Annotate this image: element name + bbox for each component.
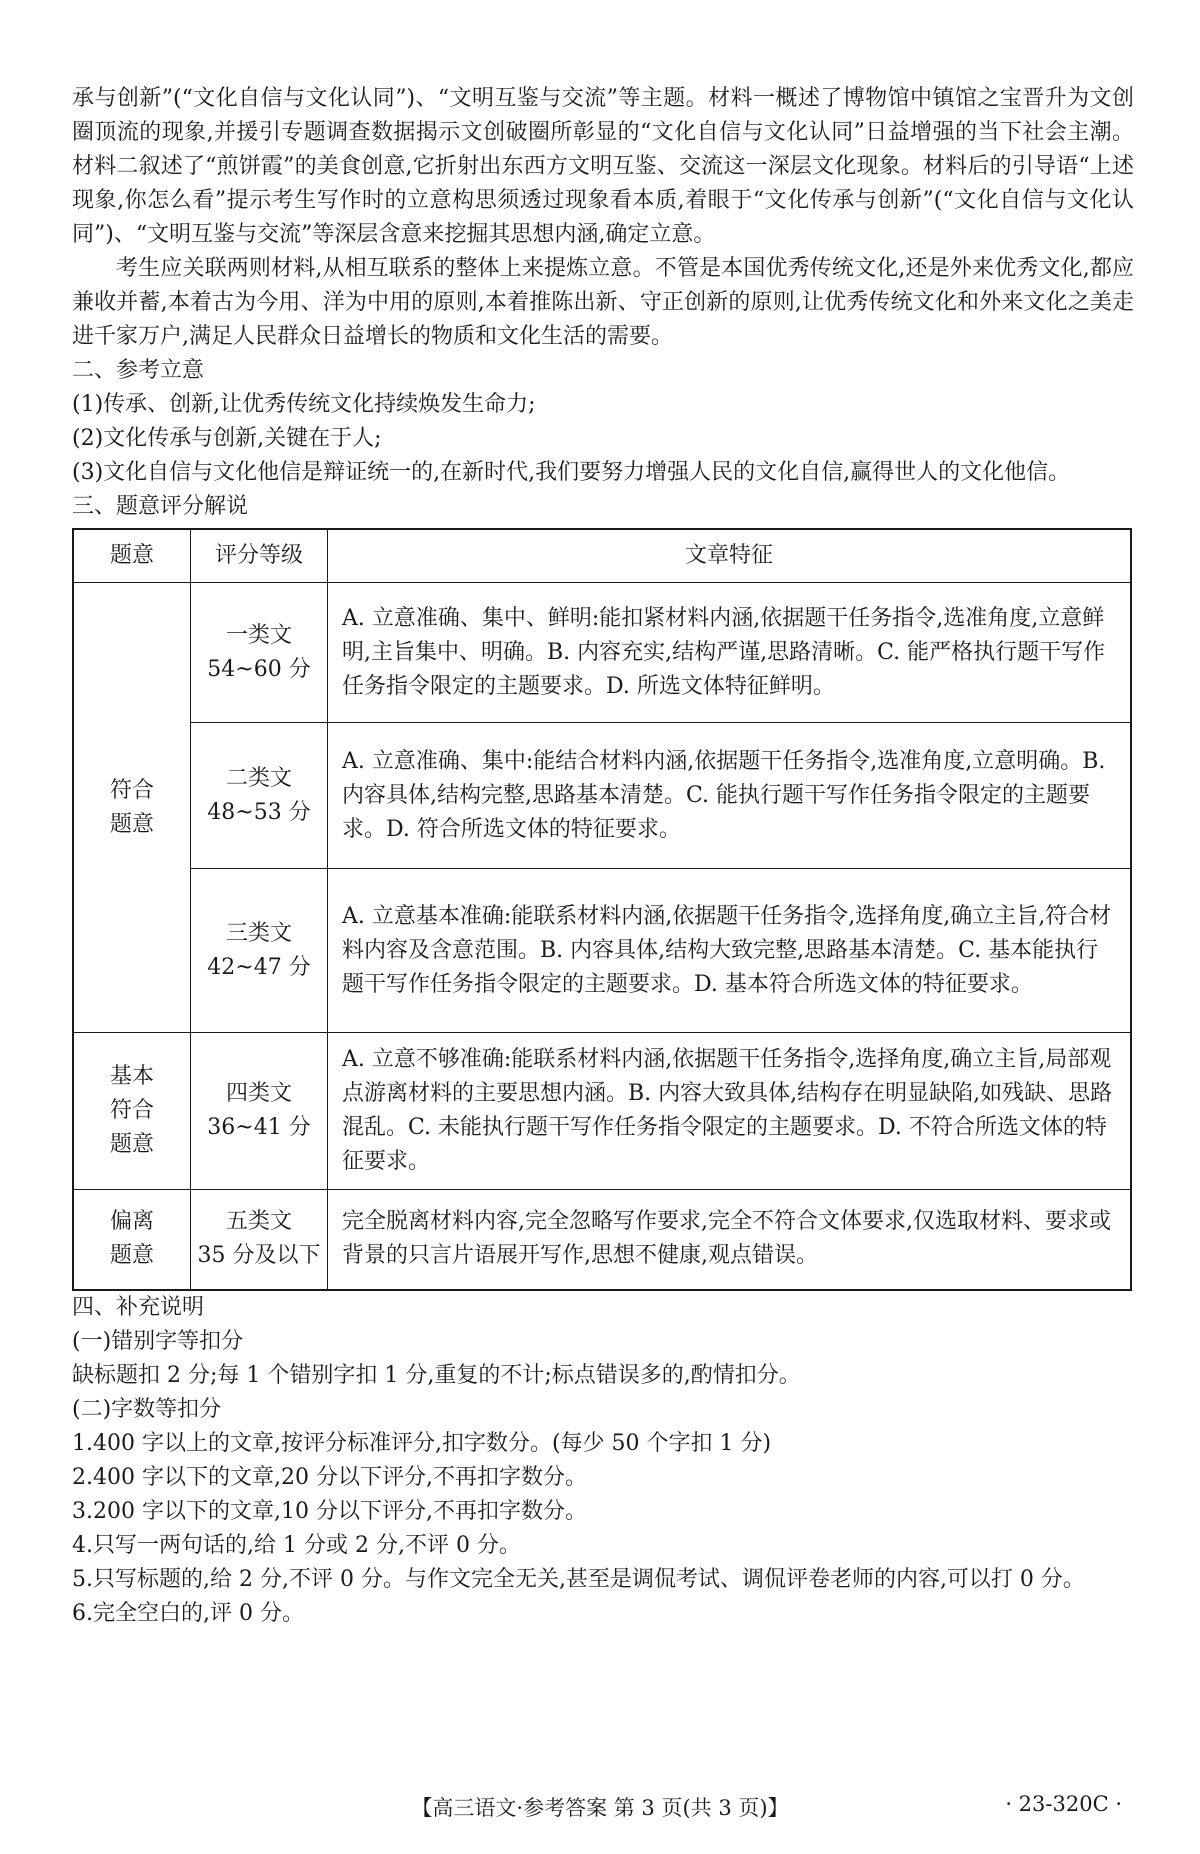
list-item: 4.只写一两句话的,给 1 分或 2 分,不评 0 分。 — [72, 1532, 521, 1558]
features-cell: 完全脱离材料内容,完全忽略写作要求,完全不符合文体要求,仅选取材料、要求或背景的只言片语展开写作,思想不健康,观点错误。 — [328, 1190, 1132, 1290]
level-name: 一类文 — [225, 622, 292, 648]
list-item: 1.400 字以上的文章,按评分标准评分,扣字数分。(每少 50 个字扣 1 分) — [72, 1430, 772, 1456]
section4-heading: 四、补充说明 — [72, 1294, 205, 1320]
level-cell — [191, 723, 328, 869]
category-line: 符合 — [109, 1098, 154, 1123]
level-score: 48~53 分 — [207, 799, 311, 825]
section4-sub2-heading: (二)字数等扣分 — [72, 1396, 222, 1422]
list-item: 5.只写标题的,给 2 分,不评 0 分。与作文完全无关,甚至是调侃考试、调侃评卷老师的内容,可以打 0 分。 — [72, 1566, 1085, 1592]
section3-heading: 三、题意评分解说 — [72, 494, 249, 519]
category-line: 符合 — [109, 777, 154, 803]
list-item: 3.200 字以下的文章,10 分以下评分,不再扣字数分。 — [72, 1498, 587, 1524]
level-cell — [191, 869, 328, 1033]
intro-paragraph-1: 承与创新”(“文化自信与文化认同”)、“文明互鉴与交流”等主题。材料一概述了博物馆中镇馆之宝晋升为文创圈顶流的现象,并援引专题调查数据揭示文创破圈所彰显的“文化自信与文化认同”日益增强的当下社会主潮。材料二叙述了“煎饼霞”的美食创意,它折射出东西方文明互鉴、交流这一深层文化现象。材料后的引导语“上述现象,你怎么看”提示考生写作时的立意构思须透过现象看本质,着眼于“文化传承与创新”(“文化自信与文化认同”)、“文明互鉴与交流”等深层含意来挖掘其思想内涵,确定立意。 — [72, 86, 1134, 247]
section4-sub1-text: 缺标题扣 2 分;每 1 个错别字扣 1 分,重复的不计;标点错误多的,酌情扣分。 — [72, 1362, 801, 1388]
header-grade: 评分等级 — [191, 529, 328, 583]
level-score: 54~60 分 — [207, 656, 311, 682]
level-cell — [191, 1190, 328, 1290]
level-score: 36~41 分 — [207, 1115, 311, 1140]
list-item: 6.完全空白的,评 0 分。 — [72, 1600, 304, 1626]
section2-item-2: (2)文化传承与创新,关键在于人; — [72, 426, 382, 451]
level-name: 三类文 — [225, 920, 292, 946]
level-name: 四类文 — [225, 1081, 292, 1106]
table-row — [73, 583, 1131, 723]
section2-item-3: (3)文化自信与文化他信是辩证统一的,在新时代,我们要努力增强人民的文化自信,赢得世人的文化他信。 — [72, 460, 1071, 485]
intro-paragraph-2: 考生应关联两则材料,从相互联系的整体上来提炼立意。不管是本国优秀传统文化,还是外来优秀文化,都应兼收并蓄,本着古为今用、洋为中用的原则,本着推陈出新、守正创新的原则,让优秀传统文化和外来文化之美走进千家万户,满足人民群众日益增长的物质和文化生活的需要。 — [72, 256, 1134, 349]
category-line: 题意 — [109, 811, 154, 837]
category-line: 题意 — [109, 1132, 154, 1157]
category-line: 偏离 — [109, 1209, 154, 1235]
table-header-row — [73, 529, 1131, 583]
grading-table — [72, 528, 1132, 1291]
level-cell — [191, 583, 328, 723]
level-score: 35 分及以下 — [197, 1243, 321, 1269]
document-page — [72, 82, 1134, 1631]
features-cell: A. 立意基本准确:能联系材料内涵,依据题干任务指令,选择角度,确立主旨,符合材料内容及含意范围。B. 内容具体,结构大致完整,思路基本清楚。C. 基本能执行题干写作任务指令限定的主题要求。D. 基本符合所选文体的特征要求。 — [328, 869, 1132, 1033]
table-row — [73, 723, 1131, 869]
level-name: 二类文 — [225, 765, 292, 791]
category-line: 题意 — [109, 1243, 154, 1269]
table-row — [73, 1190, 1131, 1290]
level-cell — [191, 1033, 328, 1190]
features-cell: A. 立意准确、集中:能结合材料内涵,依据题干任务指令,选准角度,立意明确。B. 内容具体,结构完整,思路基本清楚。C. 能执行题干写作任务指令限定的主题要求。D. 符合所选文体的特征要求。 — [328, 723, 1132, 869]
header-topic: 题意 — [73, 529, 191, 583]
footer-page-label: 【高三语文·参考答案 第 3 页(共 3 页)】 — [411, 1796, 789, 1820]
table-row — [73, 1033, 1131, 1190]
category-cell — [73, 583, 191, 1033]
category-cell — [73, 1190, 191, 1290]
footer-code: · 23-320C · — [1005, 1792, 1122, 1816]
level-name: 五类文 — [225, 1209, 292, 1235]
section2-heading: 二、参考立意 — [72, 358, 205, 383]
features-cell: A. 立意准确、集中、鲜明:能扣紧材料内涵,依据题干任务指令,选准角度,立意鲜明,主旨集中、明确。B. 内容充实,结构严谨,思路清晰。C. 能严格执行题干写作任务指令限定的主题要求。D. 所选文体特征鲜明。 — [328, 583, 1132, 723]
features-cell: A. 立意不够准确:能联系材料内涵,依据题干任务指令,选择角度,确立主旨,局部观点游离材料的主要思想内涵。B. 内容大致具体,结构存在明显缺陷,如残缺、思路混乱。C. 未能执行题干写作任务指令限定的主题要求。D. 不符合所选文体的特征要求。 — [328, 1033, 1132, 1190]
header-features: 文章特征 — [328, 529, 1132, 583]
section2-item-1: (1)传承、创新,让优秀传统文化持续焕发生命力; — [72, 392, 536, 417]
list-item: 2.400 字以下的文章,20 分以下评分,不再扣字数分。 — [72, 1464, 587, 1490]
category-line: 基本 — [109, 1064, 154, 1089]
category-cell — [73, 1033, 191, 1190]
section4-sub1-heading: (一)错别字等扣分 — [72, 1328, 244, 1354]
table-row — [73, 869, 1131, 1033]
level-score: 42~47 分 — [207, 954, 311, 980]
